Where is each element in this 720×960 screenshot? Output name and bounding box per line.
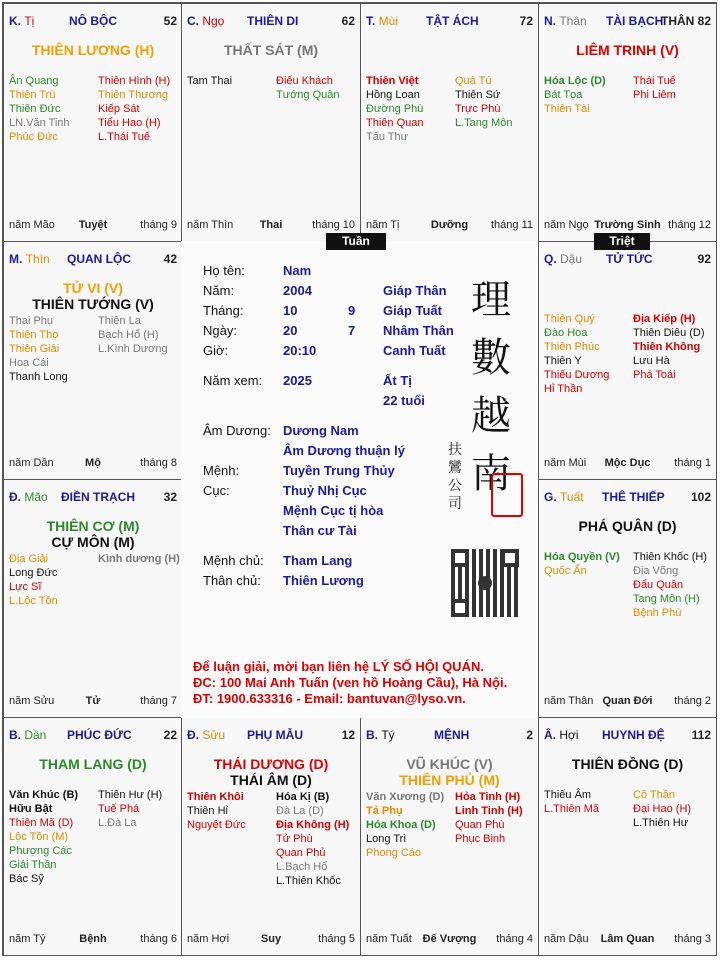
minor-star: Đào Hoa [544,327,588,339]
palace-footer [544,933,711,947]
minor-star: Thiên Diêu (D) [633,327,705,339]
minor-star: Phong Cáo [366,847,422,859]
minor-star: Thiên Quan [366,117,424,129]
minor-star: Cô Thần [633,789,675,801]
minor-star: Phúc Đức [9,131,58,143]
palace-cell-dau [538,241,717,480]
minor-star: Tuế Phá [98,803,140,815]
palace-name: PHÚC ĐỨC [67,728,132,742]
decade-year: năm Mùi [544,457,587,469]
minor-star: Linh Tinh (H) [455,805,523,817]
month: tháng 12 [668,219,711,231]
palace-header [9,14,177,30]
palace-header [187,728,355,744]
minor-star: Kình dương (H) [98,553,180,565]
palace-footer [366,219,533,233]
main-star: THIÊN LƯƠNG (H) [31,42,155,58]
minor-stars-left [9,314,68,384]
life-stage: Mộ [85,457,101,469]
minor-stars-left [544,312,609,396]
minor-star: Địa Võng [633,565,679,577]
minor-star: Kiếp Sát [98,103,140,115]
palace-header [366,14,533,30]
month-label: Tháng: [203,303,244,318]
decade-year: năm Thìn [187,219,234,231]
minor-stars-right [455,790,523,846]
palace-cell-mui [360,3,539,242]
palace-cell-ngo [181,3,361,242]
decade-year: năm Tuất [366,933,412,945]
palace-number: 2 [526,728,533,742]
minor-star: Thiên Phúc [544,341,600,353]
minor-star: Thiên Y [544,355,582,367]
minor-star: Thiên Khốc (H) [633,551,707,563]
decade-year: năm Mão [9,219,55,231]
minor-star: Thiên Hỉ [187,805,228,817]
calligraphy-logo: 理 數 越 南 [471,277,511,497]
year-lunar: Giáp Thân [383,283,447,298]
branch-label: M. Thìn [9,252,50,266]
main-star: THIÊN CƠ (M) [46,518,140,534]
branch-label: N. Thân [544,14,587,28]
minor-star: Thiên La [98,315,141,327]
palace-cell-suu [181,717,361,956]
decade-year: năm Hợi [187,933,230,945]
menh-chu: Tham Lang [283,553,353,568]
decade-year: năm Dần [9,457,54,469]
minor-star: Quan Phủ [276,847,326,859]
life-stage: Mộc Dục [604,457,651,469]
branch-label: B. Dần [9,728,47,742]
minor-star: Lộc Tồn (M) [9,831,69,843]
minor-star: Thiếu Dương [544,369,610,381]
month: tháng 2 [674,695,711,707]
palace-number: 32 [163,490,177,504]
month: tháng 3 [674,933,711,945]
minor-star: Văn Xương (D) [366,791,445,803]
palace-name: ĐIỀN TRẠCH [61,490,135,504]
minor-star: L.Thiên Khốc [276,875,341,887]
day-lunar: Nhâm Thân [383,323,454,338]
life-stage: Lâm Quan [600,933,655,945]
minor-star: Tướng Quân [276,89,340,101]
palace-number: 52 [163,14,177,28]
minor-star: Thanh Long [9,371,68,383]
minor-stars-left [187,790,246,832]
branch-label: G. Tuất [544,490,584,504]
main-star: CỰ MÔN (M) [51,534,135,550]
minor-star: Thiên Thương [98,89,169,101]
minor-star: Bệnh Phù [633,607,682,619]
minor-stars-right [455,74,512,130]
minor-star: L.Thiên Hư [633,817,689,829]
minor-stars-right [633,550,707,620]
minor-star: L.Lộc Tồn [9,595,58,607]
main-star: THÁI ÂM (D) [230,772,312,788]
life-stage: Quan Đới [602,695,653,707]
contact-address: ĐC: 100 Mai Anh Tuấn (ven hồ Hoàng Cầu), Hà Nội. [193,675,508,690]
minor-star: Hoa Cái [9,357,49,369]
main-star: THÁI DƯƠNG (D) [213,756,329,772]
triet-badge: Triệt [594,233,650,250]
minor-star: Tang Môn (H) [633,593,700,605]
month-lunar-number: 9 [348,303,356,318]
palace-header [544,14,711,30]
minor-star: Hóa Khoa (D) [366,819,436,831]
minor-star: Hỏa Tinh (H) [455,791,521,803]
palace-footer [544,695,711,709]
palace-footer [9,219,177,233]
minor-star: Thái Tuế [633,75,676,87]
center-panel [181,241,538,718]
minor-star: Tả Phụ [366,805,403,817]
minor-stars-left [544,74,606,116]
calligraphy-side: 扶 鸞 公 司 [448,442,462,512]
minor-stars-right [98,552,180,566]
tuan-badge: Tuần [326,233,386,250]
palace-number: 62 [341,14,355,28]
minor-star: Lưu Hà [633,355,670,367]
palace-number: 92 [697,252,711,266]
day-solar: 20 [283,323,298,338]
month: tháng 7 [140,695,177,707]
minor-stars-left [544,550,620,578]
minor-star: Ân Quang [9,75,59,87]
year-solar: 2004 [283,283,312,298]
minor-star: Quốc Ấn [544,565,587,577]
minor-star: Quả Tú [455,75,492,87]
qr-code-icon [451,549,519,617]
minor-star: Thiếu Âm [544,789,592,801]
palace-number: 102 [690,490,711,504]
minor-star: Địa Kiếp (H) [633,313,696,325]
minor-star: Thiên Giải [9,343,60,355]
minor-star: L.Tang Môn [455,117,513,129]
palace-cell-hoi [538,717,717,956]
palace-header [544,490,711,506]
minor-star: Thiên Quý [544,313,595,325]
branch-label: K. Tị [9,14,35,28]
cuc-note: Mệnh Cục tị hòa [283,503,384,518]
cuc: Thuỷ Nhị Cục [283,483,367,498]
hour-label: Giờ: [203,343,229,358]
am-duong-note: Âm Dương thuận lý [283,443,405,458]
branch-label: Đ. Mão [9,490,48,504]
palace-name: THIÊN DI [247,14,299,28]
minor-stars-right [98,314,168,356]
minor-star: Thiên Sứ [455,89,501,101]
minor-stars-right [98,74,170,144]
decade-year: năm Tị [366,219,400,231]
palace-header [544,252,711,268]
year-label: Năm: [203,283,235,298]
month: tháng 11 [490,219,533,231]
life-stage: Tuyệt [78,219,108,231]
month: tháng 1 [674,457,711,469]
palace-footer [544,457,711,471]
decade-year: năm Thân [544,695,594,707]
day-label: Ngày: [203,323,237,338]
cuc-label: Cục: [203,483,230,498]
contact-line-1: Để luận giải, mời bạn liên hệ LÝ SỐ HỘI QUÁN. [193,659,484,674]
palace-name: TẬT ÁCH [426,14,479,28]
minor-star: Thiên Mã (D) [9,817,74,829]
minor-star: Bạch Hổ (H) [98,329,159,341]
minor-star: Bác Sỹ [9,873,44,885]
minor-star: Phượng Các [9,845,72,857]
main-star: PHÁ QUÂN (D) [578,518,677,534]
minor-star: Thiên Không [633,341,701,353]
minor-stars-right [633,74,676,102]
minor-star: Văn Khúc (B) [9,789,79,801]
minor-star: Hóa Lộc (D) [544,75,606,87]
age: 22 tuổi [383,393,425,408]
minor-star: Trực Phù [455,103,501,115]
main-star: LIÊM TRINH (V) [576,42,679,58]
minor-star: Thiên Hình (H) [98,75,171,87]
branch-label: B. Tý [366,728,395,742]
menh-label: Mệnh: [203,463,240,478]
minor-star: Long Trì [366,833,407,845]
minor-star: Đại Hao (H) [633,803,692,815]
minor-stars-left [9,74,70,144]
minor-stars-left [9,552,58,608]
life-stage: Thai [259,219,283,231]
minor-stars-right [276,790,349,888]
minor-star: L.Thái Tuế [98,131,150,143]
palace-number: 12 [341,728,355,742]
minor-star: Thiên Tài [544,103,590,115]
minor-star: Đẩu Quân [633,579,684,591]
minor-star: Đà La (D) [276,805,324,817]
month: tháng 5 [318,933,355,945]
minor-stars-right [633,312,705,382]
palace-header [9,490,177,506]
view-year-lunar: Ất Tị [383,373,412,388]
minor-star: Địa Không (H) [276,819,350,831]
life-stage: Suy [260,933,282,945]
palace-name: PHỤ MẪU [247,728,303,742]
palace-cell-tyy [360,717,539,956]
decade-year: năm Tý [9,933,46,945]
branch-label: Đ. Sửu [187,728,226,742]
minor-star: Thiên Thọ [9,329,59,341]
month: tháng 6 [140,933,177,945]
hour-value: 20:10 [283,343,317,358]
main-star: THẤT SÁT (M) [223,42,319,58]
main-star: VŨ KHÚC (V) [406,756,493,772]
minor-stars-right [633,788,691,830]
minor-star: Thiên Đức [9,103,61,115]
minor-star: L.Đà La [98,817,137,829]
palace-cell-than [538,3,717,242]
hour-lunar: Canh Tuất [383,343,446,358]
minor-star: Tấu Thư [366,131,409,143]
minor-star: Hữu Bật [9,803,53,815]
palace-name: TÀI BẠCH [606,14,664,28]
minor-star: Bát Tọa [544,89,583,101]
menh-chu-label: Mệnh chủ: [203,553,264,568]
palace-number: 72 [519,14,533,28]
branch-label: Â. Hợi [544,728,579,742]
minor-stars-left [9,788,78,886]
minor-star: Thiên Việt [366,75,419,87]
minor-stars-right [276,74,340,102]
month: tháng 10 [312,219,355,231]
palace-cell-dan [3,717,183,956]
minor-stars-left [544,788,599,816]
branch-label: T. Mùi [366,14,399,28]
minor-star: Tử Phù [276,833,313,845]
month: tháng 9 [140,219,177,231]
minor-star: Điếu Khách [276,75,333,87]
minor-star: L.Bạch Hổ [276,861,328,873]
month-lunar: Giáp Tuất [383,303,442,318]
contact-phone-email: ĐT: 1900.633316 - Email: bantuvan@lyso.vn. [193,691,466,706]
minor-star: Tiểu Hao (H) [98,117,161,129]
palace-footer [187,219,355,233]
palace-name: MỆNH [434,728,470,742]
palace-number: THÂN 82 [660,14,711,28]
minor-star: Hồng Loan [366,89,420,101]
palace-footer [9,457,177,471]
palace-footer [544,219,711,233]
minor-star: Thiên Trù [9,89,56,101]
am-duong: Dương Nam [283,423,359,438]
palace-header [9,252,177,268]
palace-number: 112 [691,728,711,742]
palace-footer [366,933,533,947]
minor-star: Phi Liêm [633,89,676,101]
minor-star: Tam Thai [187,75,233,87]
decade-year: năm Ngọ [544,219,589,231]
palace-header [9,728,177,744]
view-year-label: Năm xem: [203,373,263,388]
minor-star: Nguyệt Đức [187,819,246,831]
minor-star: Long Đức [9,567,58,579]
view-year: 2025 [283,373,312,388]
minor-stars-left [366,790,444,860]
palace-number: 22 [163,728,177,742]
minor-star: LN.Văn Tinh [9,117,70,129]
minor-star: Địa Giải [9,553,49,565]
minor-star: Hóa Kị (B) [276,791,330,803]
day-lunar-number: 7 [348,323,356,338]
name-label: Họ tên: [203,263,245,278]
life-stage: Đế Vượng [422,933,477,945]
minor-star: L.Kình Dương [98,343,168,355]
minor-star: Phá Toái [633,369,676,381]
minor-star: Phục Binh [455,833,506,845]
minor-star: Giải Thần [9,859,57,871]
minor-star: Đường Phù [366,103,424,115]
minor-star: Lực Sĩ [9,581,42,593]
branch-label: C. Ngọ [187,14,225,28]
minor-star: Thiên Khôi [187,791,244,803]
main-star: TỬ VI (V) [63,280,123,296]
than-cu: Thân cư Tài [283,523,357,538]
palace-cell-mao [3,479,183,718]
palace-header [187,14,355,30]
palace-footer [9,933,177,947]
decade-year: năm Sửu [9,695,55,707]
than-chu-label: Thân chủ: [203,573,261,588]
palace-footer [9,695,177,709]
red-seal-icon [491,473,523,517]
decade-year: năm Dậu [544,933,589,945]
menh: Tuyền Trung Thủy [283,463,395,478]
minor-star: Quan Phù [455,819,505,831]
palace-footer [187,933,355,947]
minor-stars-left [366,74,423,144]
palace-number: 42 [163,252,177,266]
palace-header [544,728,711,744]
palace-header [366,728,533,744]
minor-star: Thiên Hư (H) [98,789,163,801]
month: tháng 8 [140,457,177,469]
palace-cell-ty [3,3,183,242]
palace-name: HUYNH ĐỆ [602,728,665,742]
palace-name: TỬ TỨC [606,252,653,266]
palace-cell-thin [3,241,183,480]
minor-star: Hóa Quyền (V) [544,551,620,563]
branch-label: Q. Dậu [544,252,583,266]
palace-name: THÊ THIẾP [602,490,665,504]
than-chu: Thiên Lương [283,573,364,588]
life-stage: Bệnh [79,933,107,945]
palace-name: QUAN LỘC [67,252,131,266]
minor-star: Hỉ Thần [544,383,583,395]
month: tháng 4 [496,933,533,945]
main-star: THIÊN ĐỒNG (D) [571,756,684,772]
main-star: THIÊN PHỦ (M) [399,772,500,788]
minor-stars-right [98,788,162,830]
life-stage: Tử [85,695,101,707]
main-star: THIÊN TƯỚNG (V) [32,296,154,312]
life-stage: Dưỡng [430,219,469,231]
life-stage: Trường Sinh [594,219,661,231]
minor-star: Thai Phụ [9,315,54,327]
palace-cell-tuat [538,479,717,718]
am-duong-label: Âm Dương: [203,423,271,438]
month-solar: 10 [283,303,298,318]
name-value: Nam [283,263,312,278]
minor-star: L.Thiên Mã [544,803,600,815]
palace-name: NÔ BỘC [69,14,117,28]
minor-stars-left [187,74,232,88]
main-star: THAM LANG (D) [39,756,147,772]
